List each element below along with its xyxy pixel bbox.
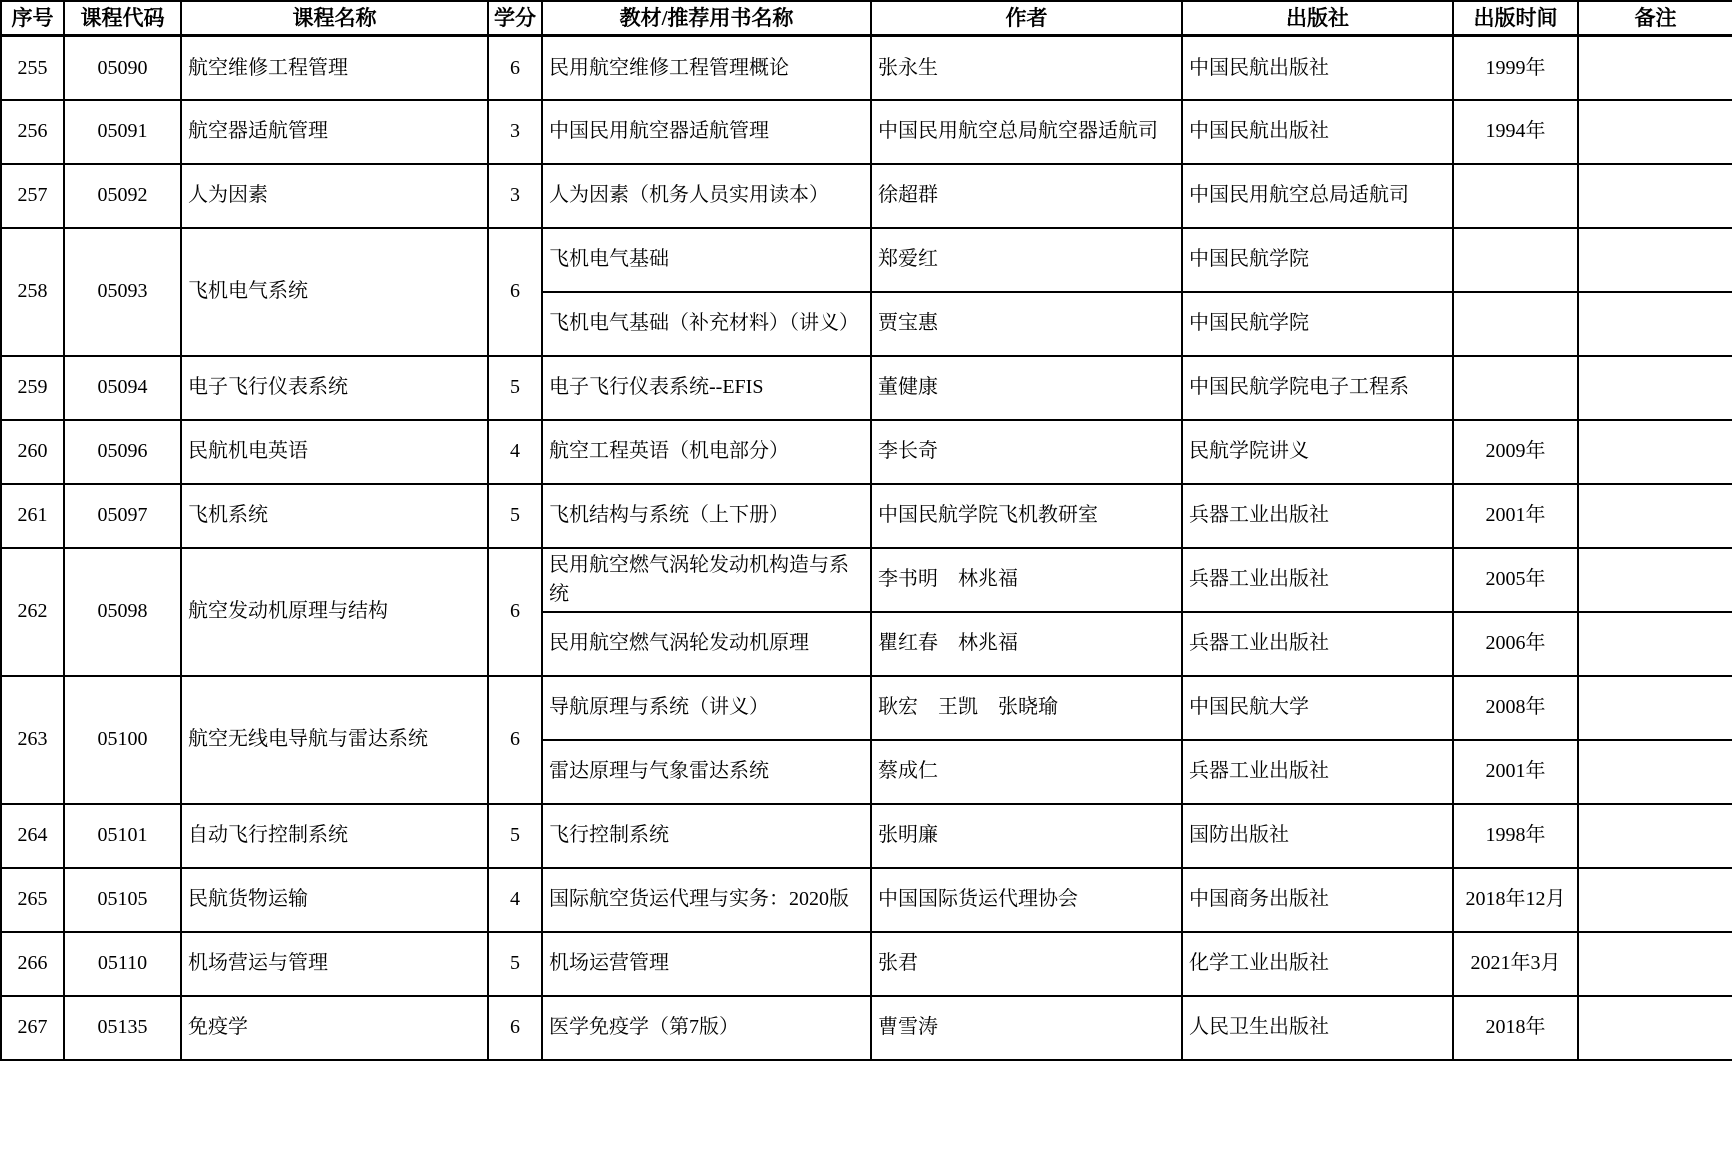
cell-publish-date: 2018年 — [1453, 996, 1578, 1060]
cell-course-code: 05098 — [64, 548, 181, 676]
cell-course-name: 航空无线电导航与雷达系统 — [181, 676, 488, 804]
cell-author: 贾宝惠 — [871, 292, 1182, 356]
cell-credits: 6 — [488, 36, 542, 100]
cell-remark — [1578, 420, 1732, 484]
cell-course-name: 航空维修工程管理 — [181, 36, 488, 100]
cell-book-title: 民用航空燃气涡轮发动机构造与系统 — [542, 548, 871, 612]
cell-credits: 5 — [488, 356, 542, 420]
column-header-date: 出版时间 — [1453, 1, 1578, 36]
cell-course-code: 05091 — [64, 100, 181, 164]
cell-publisher: 兵器工业出版社 — [1182, 612, 1453, 676]
cell-remark — [1578, 804, 1732, 868]
cell-author: 张明廉 — [871, 804, 1182, 868]
table-row — [1, 676, 1732, 740]
cell-publisher: 兵器工业出版社 — [1182, 740, 1453, 804]
cell-book-title: 民用航空维修工程管理概论 — [542, 36, 871, 100]
cell-publisher: 中国民航大学 — [1182, 676, 1453, 740]
cell-author: 徐超群 — [871, 164, 1182, 228]
cell-publisher: 中国商务出版社 — [1182, 868, 1453, 932]
cell-publisher: 中国民用航空总局适航司 — [1182, 164, 1453, 228]
table-row — [1, 420, 1732, 484]
cell-author: 郑爱红 — [871, 228, 1182, 292]
cell-number: 257 — [1, 164, 64, 228]
cell-book-title: 人为因素（机务人员实用读本） — [542, 164, 871, 228]
table-row — [1, 548, 1732, 612]
cell-number: 260 — [1, 420, 64, 484]
cell-remark — [1578, 292, 1732, 356]
column-header-code: 课程代码 — [64, 1, 181, 36]
cell-publisher: 中国民航出版社 — [1182, 100, 1453, 164]
cell-remark — [1578, 356, 1732, 420]
cell-publish-date: 2009年 — [1453, 420, 1578, 484]
cell-course-name: 电子飞行仪表系统 — [181, 356, 488, 420]
cell-book-title: 飞机电气基础 — [542, 228, 871, 292]
cell-remark — [1578, 932, 1732, 996]
table-row — [1, 996, 1732, 1060]
cell-number: 258 — [1, 228, 64, 356]
table-body — [1, 36, 1732, 1060]
table-row — [1, 228, 1732, 292]
cell-author: 中国民用航空总局航空器适航司 — [871, 100, 1182, 164]
cell-course-name: 飞机电气系统 — [181, 228, 488, 356]
cell-remark — [1578, 612, 1732, 676]
cell-publisher: 中国民航出版社 — [1182, 36, 1453, 100]
cell-book-title: 雷达原理与气象雷达系统 — [542, 740, 871, 804]
cell-author: 瞿红春 林兆福 — [871, 612, 1182, 676]
cell-credits: 6 — [488, 676, 542, 804]
column-header-num: 序号 — [1, 1, 64, 36]
cell-publisher: 兵器工业出版社 — [1182, 548, 1453, 612]
cell-remark — [1578, 164, 1732, 228]
cell-number: 261 — [1, 484, 64, 548]
cell-course-code: 05105 — [64, 868, 181, 932]
column-header-course: 课程名称 — [181, 1, 488, 36]
cell-credits: 4 — [488, 420, 542, 484]
column-header-author: 作者 — [871, 1, 1182, 36]
cell-number: 255 — [1, 36, 64, 100]
cell-course-code: 05135 — [64, 996, 181, 1060]
table-row — [1, 36, 1732, 100]
cell-remark — [1578, 868, 1732, 932]
cell-course-name: 人为因素 — [181, 164, 488, 228]
table-row — [1, 100, 1732, 164]
cell-publisher: 中国民航学院 — [1182, 292, 1453, 356]
cell-credits: 6 — [488, 228, 542, 356]
cell-remark — [1578, 996, 1732, 1060]
cell-author: 张永生 — [871, 36, 1182, 100]
cell-publisher: 民航学院讲义 — [1182, 420, 1453, 484]
cell-course-name: 民航货物运输 — [181, 868, 488, 932]
cell-course-name: 免疫学 — [181, 996, 488, 1060]
cell-publisher: 兵器工业出版社 — [1182, 484, 1453, 548]
cell-publisher: 人民卫生出版社 — [1182, 996, 1453, 1060]
table-row — [1, 804, 1732, 868]
cell-credits: 3 — [488, 164, 542, 228]
cell-course-name: 飞机系统 — [181, 484, 488, 548]
cell-publish-date: 2006年 — [1453, 612, 1578, 676]
cell-course-code: 05094 — [64, 356, 181, 420]
cell-course-code: 05093 — [64, 228, 181, 356]
cell-publish-date: 2018年12月 — [1453, 868, 1578, 932]
cell-book-title: 机场运营管理 — [542, 932, 871, 996]
cell-remark — [1578, 36, 1732, 100]
cell-book-title: 国际航空货运代理与实务：2020版 — [542, 868, 871, 932]
cell-course-code: 05090 — [64, 36, 181, 100]
cell-publish-date: 2001年 — [1453, 740, 1578, 804]
cell-author: 中国国际货运代理协会 — [871, 868, 1182, 932]
cell-author: 董健康 — [871, 356, 1182, 420]
cell-course-code: 05096 — [64, 420, 181, 484]
cell-credits: 5 — [488, 804, 542, 868]
cell-number: 259 — [1, 356, 64, 420]
cell-publish-date — [1453, 164, 1578, 228]
cell-remark — [1578, 484, 1732, 548]
cell-credits: 6 — [488, 996, 542, 1060]
cell-book-title: 航空工程英语（机电部分） — [542, 420, 871, 484]
cell-course-code: 05097 — [64, 484, 181, 548]
cell-course-code: 05092 — [64, 164, 181, 228]
cell-course-name: 机场营运与管理 — [181, 932, 488, 996]
cell-credits: 4 — [488, 868, 542, 932]
cell-author: 耿宏 王凯 张晓瑜 — [871, 676, 1182, 740]
table-row — [1, 164, 1732, 228]
cell-number: 264 — [1, 804, 64, 868]
cell-author: 张君 — [871, 932, 1182, 996]
cell-book-title: 民用航空燃气涡轮发动机原理 — [542, 612, 871, 676]
cell-author: 曹雪涛 — [871, 996, 1182, 1060]
cell-publish-date: 1999年 — [1453, 36, 1578, 100]
cell-number: 267 — [1, 996, 64, 1060]
cell-publisher: 中国民航学院电子工程系 — [1182, 356, 1453, 420]
cell-remark — [1578, 548, 1732, 612]
cell-remark — [1578, 100, 1732, 164]
cell-book-title: 飞行控制系统 — [542, 804, 871, 868]
column-header-title: 教材/推荐用书名称 — [542, 1, 871, 36]
cell-book-title: 导航原理与系统（讲义） — [542, 676, 871, 740]
cell-publish-date: 1994年 — [1453, 100, 1578, 164]
table-header — [1, 1, 1732, 36]
cell-credits: 3 — [488, 100, 542, 164]
cell-author: 中国民航学院飞机教研室 — [871, 484, 1182, 548]
cell-number: 262 — [1, 548, 64, 676]
table-row — [1, 932, 1732, 996]
cell-book-title: 医学免疫学（第7版） — [542, 996, 871, 1060]
cell-course-name: 自动飞行控制系统 — [181, 804, 488, 868]
cell-course-code: 05110 — [64, 932, 181, 996]
cell-book-title: 飞机结构与系统（上下册） — [542, 484, 871, 548]
cell-publish-date — [1453, 228, 1578, 292]
cell-credits: 5 — [488, 484, 542, 548]
cell-number: 263 — [1, 676, 64, 804]
cell-author: 蔡成仁 — [871, 740, 1182, 804]
cell-book-title: 飞机电气基础（补充材料）（讲义） — [542, 292, 871, 356]
cell-number: 256 — [1, 100, 64, 164]
table-row — [1, 868, 1732, 932]
cell-remark — [1578, 228, 1732, 292]
cell-course-name: 航空器适航管理 — [181, 100, 488, 164]
cell-number: 266 — [1, 932, 64, 996]
cell-number: 265 — [1, 868, 64, 932]
cell-remark — [1578, 740, 1732, 804]
cell-credits: 6 — [488, 548, 542, 676]
cell-course-code: 05100 — [64, 676, 181, 804]
cell-publish-date: 2001年 — [1453, 484, 1578, 548]
cell-publisher: 化学工业出版社 — [1182, 932, 1453, 996]
cell-publish-date: 2008年 — [1453, 676, 1578, 740]
table-row — [1, 356, 1732, 420]
cell-publisher: 中国民航学院 — [1182, 228, 1453, 292]
cell-remark — [1578, 676, 1732, 740]
cell-credits: 5 — [488, 932, 542, 996]
cell-book-title: 中国民用航空器适航管理 — [542, 100, 871, 164]
cell-course-name: 航空发动机原理与结构 — [181, 548, 488, 676]
cell-course-code: 05101 — [64, 804, 181, 868]
cell-publish-date — [1453, 292, 1578, 356]
cell-book-title: 电子飞行仪表系统--EFIS — [542, 356, 871, 420]
cell-publish-date: 1998年 — [1453, 804, 1578, 868]
column-header-publisher: 出版社 — [1182, 1, 1453, 36]
column-header-remark: 备注 — [1578, 1, 1732, 36]
column-header-credits: 学分 — [488, 1, 542, 36]
cell-author: 李长奇 — [871, 420, 1182, 484]
table-row — [1, 484, 1732, 548]
cell-course-name: 民航机电英语 — [181, 420, 488, 484]
header-row — [1, 1, 1732, 36]
cell-publish-date: 2021年3月 — [1453, 932, 1578, 996]
cell-publisher: 国防出版社 — [1182, 804, 1453, 868]
cell-author: 李书明 林兆福 — [871, 548, 1182, 612]
cell-publish-date — [1453, 356, 1578, 420]
cell-publish-date: 2005年 — [1453, 548, 1578, 612]
